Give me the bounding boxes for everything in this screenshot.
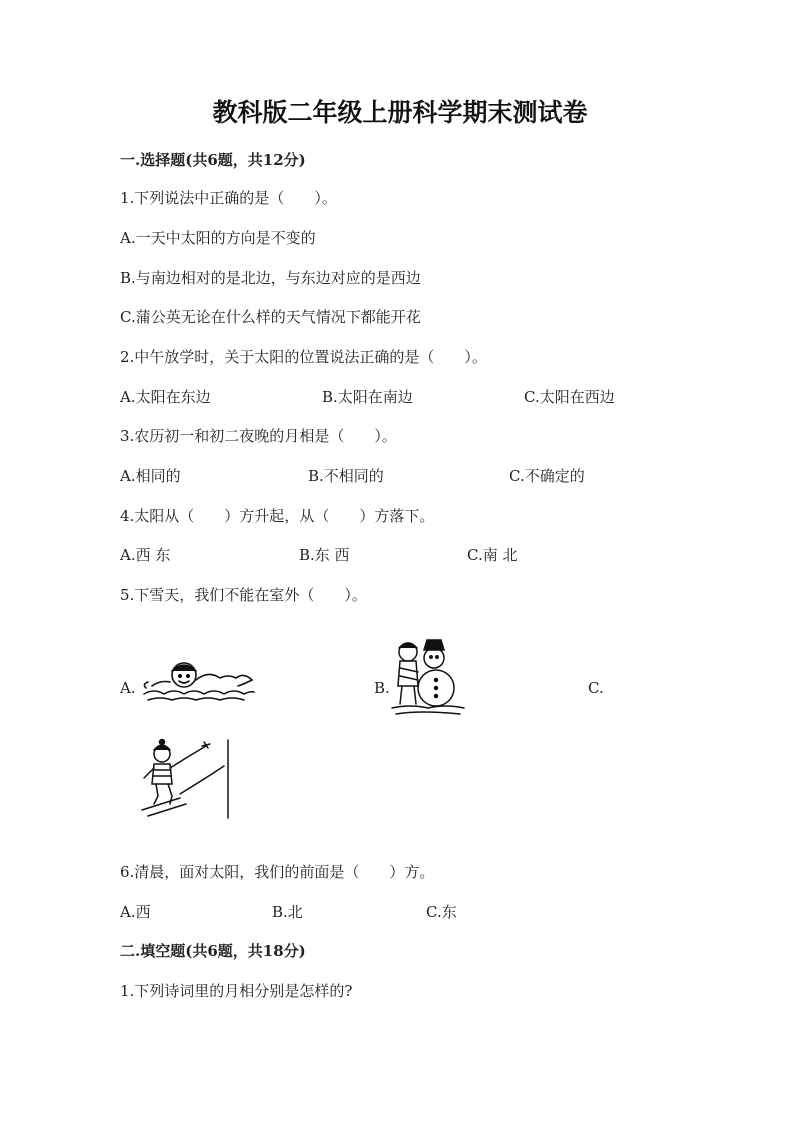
- page-title: 教科版二年级上册科学期末测试卷: [212, 98, 588, 127]
- question-1-option-c: C.蒲公英无论在什么样的天气情况下都能开花: [120, 308, 421, 326]
- question-2-stem: 2.中午放学时，关于太阳的位置说法正确的是（ ）。: [120, 348, 487, 366]
- question-5-option-a: A.: [120, 679, 136, 697]
- question-3-option-b: B.不相同的: [308, 467, 384, 485]
- question-2-option-c: C.太阳在西边: [524, 388, 615, 406]
- question-6-stem: 6.清晨，面对太阳，我们的前面是（ ）方。: [120, 863, 435, 881]
- question-1-option-a: A.一天中太阳的方向是不变的: [120, 229, 316, 247]
- question-6-option-b: B.北: [272, 903, 303, 921]
- question-5-option-b: B.: [374, 679, 390, 697]
- question-5-stem: 5.下雪天，我们不能在室外（ ）。: [120, 586, 367, 604]
- question-3-option-a: A.相同的: [120, 467, 181, 485]
- question-2-option-b: B.太阳在南边: [322, 388, 413, 406]
- section-heading-choice: 一.选择题(共6题，共12分): [120, 151, 306, 169]
- question-4-option-c: C.南 北: [467, 546, 518, 564]
- child-with-snowman-illustration: [390, 636, 466, 716]
- question-6-option-c: C.东: [426, 903, 457, 921]
- swimming-child-illustration: [140, 658, 256, 704]
- question-4-option-a: A.西 东: [120, 546, 171, 564]
- section-heading-fill-in: 二.填空题(共6题，共18分): [120, 942, 306, 960]
- question-3-option-c: C.不确定的: [509, 467, 585, 485]
- fill-question-1-stem: 1.下列诗词里的月相分别是怎样的?: [120, 982, 353, 1000]
- skiing-child-illustration: [140, 738, 232, 820]
- question-4-stem: 4.太阳从（ ）方升起，从（ ）方落下。: [120, 507, 435, 525]
- question-3-stem: 3.农历初一和初二夜晚的月相是（ ）。: [120, 427, 397, 445]
- question-6-option-a: A.西: [120, 903, 151, 921]
- question-4-option-b: B.东 西: [299, 546, 350, 564]
- question-1-option-b: B.与南边相对的是北边，与东边对应的是西边: [120, 269, 421, 287]
- question-5-option-c: C.: [588, 679, 604, 697]
- question-1-stem: 1.下列说法中正确的是（ ）。: [120, 189, 337, 207]
- question-2-option-a: A.太阳在东边: [120, 388, 211, 406]
